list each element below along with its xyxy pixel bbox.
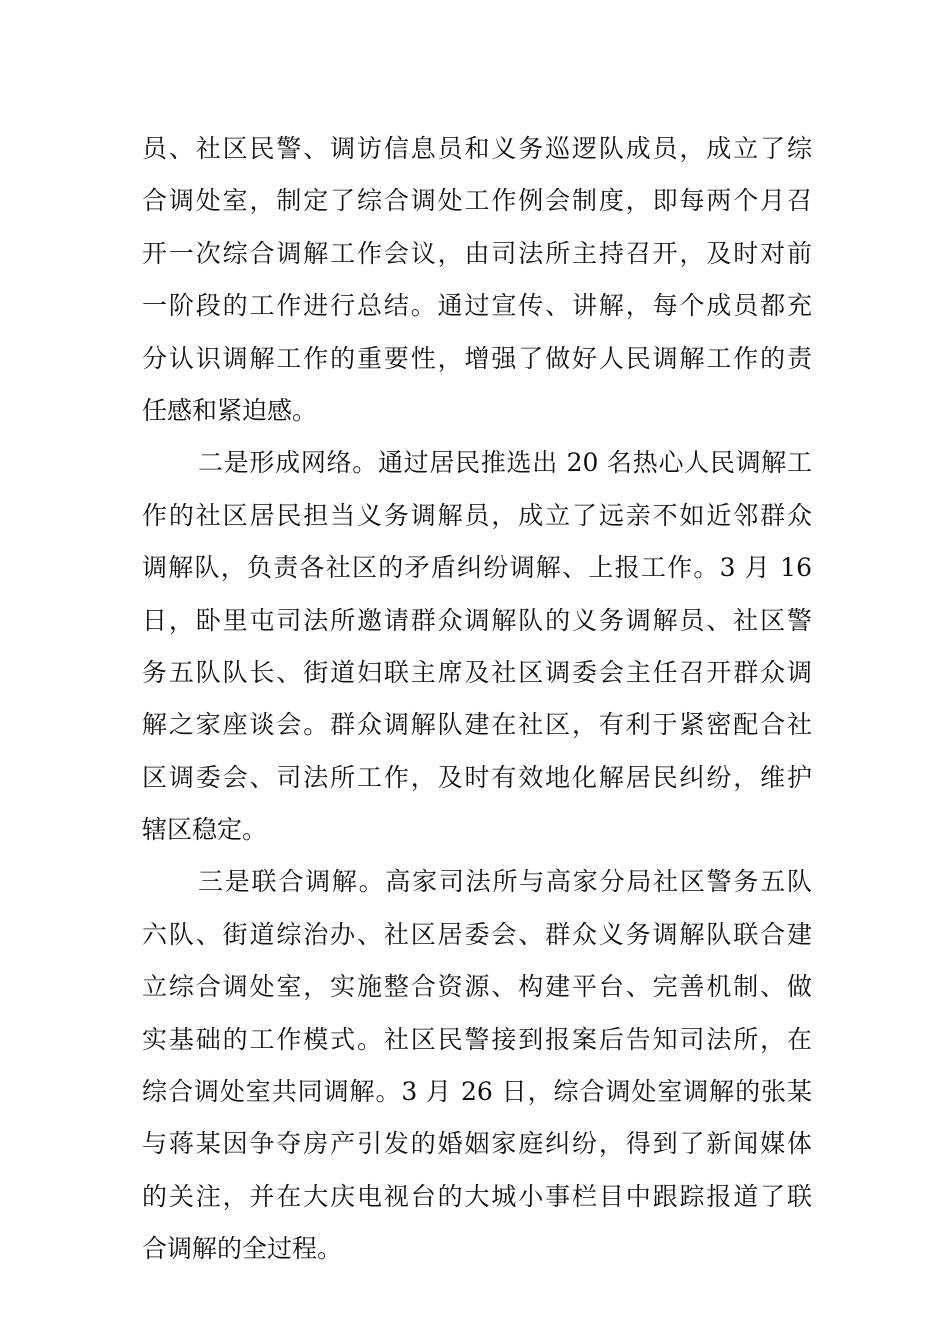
text-line: 三是联合调解。高家司法所与高家分局社区警务五队 xyxy=(198,867,812,897)
text-line: 立综合调处室，实施整合资源、构建平台、完善机制、做 xyxy=(142,972,812,1002)
text-line: 调解队，负责各社区的矛盾纠纷调解、上报工作。3 月 16 xyxy=(142,553,812,583)
text-line: 作的社区居民担当义务调解员，成立了远亲不如近邻群众 xyxy=(142,500,812,530)
text-line: 二是形成网络。通过居民推选出 20 名热心人民调解工 xyxy=(198,448,812,478)
document-body xyxy=(142,123,812,1276)
text-line: 实基础的工作模式。社区民警接到报案后告知司法所，在 xyxy=(142,1024,812,1054)
text-line: 分认识调解工作的重要性，增强了做好人民调解工作的责 xyxy=(142,343,812,373)
paragraph-3 xyxy=(142,856,812,1275)
text-line: 区调委会、司法所工作，及时有效地化解居民纠纷，维护 xyxy=(142,762,812,792)
text-line: 员、社区民警、调访信息员和义务巡逻队成员，成立了综 xyxy=(142,134,812,163)
text-line: 综合调处室共同调解。3 月 26 日，综合调处室调解的张某 xyxy=(142,1077,812,1107)
paragraph-2 xyxy=(142,437,812,856)
text-line: 六队、街道综治办、社区居委会、群众义务调解队联合建 xyxy=(142,919,812,949)
paragraph-1 xyxy=(142,123,812,437)
text-line: 一阶段的工作进行总结。通过宣传、讲解，每个成员都充 xyxy=(142,291,812,321)
text-line: 任感和紧迫感。 xyxy=(142,395,318,425)
text-line: 辖区稳定。 xyxy=(142,815,268,845)
text-line: 合调解的全过程。 xyxy=(142,1234,343,1264)
text-line: 的关注，并在大庆电视台的大城小事栏目中跟踪报道了联 xyxy=(142,1181,812,1211)
text-line: 合调处室，制定了综合调处工作例会制度，即每两个月召 xyxy=(142,186,812,216)
text-line: 解之家座谈会。群众调解队建在社区，有利于紧密配合社 xyxy=(142,710,812,740)
text-line: 开一次综合调解工作会议，由司法所主持召开，及时对前 xyxy=(142,238,812,268)
text-line: 务五队队长、街道妇联主席及社区调委会主任召开群众调 xyxy=(142,657,812,687)
text-line: 与蒋某因争夺房产引发的婚姻家庭纠纷，得到了新闻媒体 xyxy=(142,1129,812,1159)
text-line: 日，卧里屯司法所邀请群众调解队的义务调解员、社区警 xyxy=(142,605,812,635)
